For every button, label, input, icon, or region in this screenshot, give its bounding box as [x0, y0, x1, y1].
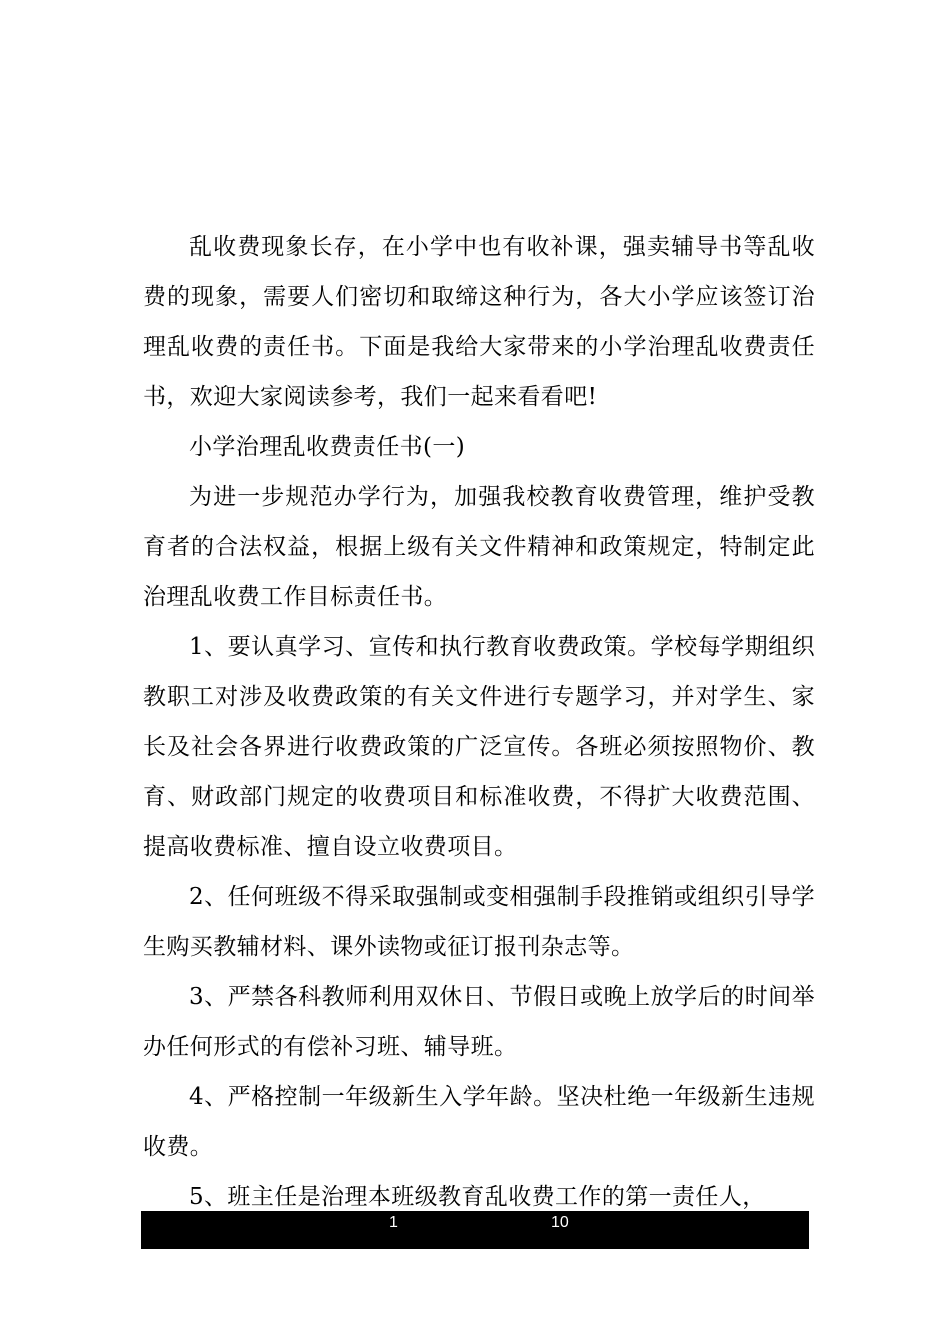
preamble-paragraph: 为进一步规范办学行为，加强我校教育收费管理，维护受教育者的合法权益，根据上级有关文件精神和政策规定，特制定此治理乱收费工作目标责任书。: [143, 484, 815, 610]
total-page-count: 10: [551, 1214, 569, 1231]
clause-3-paragraph: 3、严禁各科教师利用双休日、节假日或晚上放学后的时间举办任何形式的有偿补习班、辅导班。: [143, 984, 815, 1060]
clause-1-paragraph: 1、要认真学习、宣传和执行教育收费政策。学校每学期组织教职工对涉及收费政策的有关文件进行专题学习，并对学生、家长及社会各界进行收费政策的广泛宣传。各班必须按照物价、教育、财政部门规定的收费项目和标准收费，不得扩大收费范围、提高收费标准、擅自设立收费项目。: [143, 634, 815, 860]
page-footer-bar: [141, 1211, 809, 1249]
current-page-number: 1: [389, 1214, 398, 1231]
intro-paragraph: 乱收费现象长存，在小学中也有收补课，强卖辅导书等乱收费的现象，需要人们密切和取缔这种行为，各大小学应该签订治理乱收费的责任书。下面是我给大家带来的小学治理乱收费责任书，欢迎大家阅读参考，我们一起来看看吧!: [143, 234, 815, 410]
clause-2-paragraph: 2、任何班级不得采取强制或变相强制手段推销或组织引导学生购买教辅材料、课外读物或征订报刊杂志等。: [143, 884, 815, 960]
clause-4-paragraph: 4、严格控制一年级新生入学年龄。坚决杜绝一年级新生违规收费。: [143, 1084, 815, 1160]
clause-5-paragraph: 5、班主任是治理本班级教育乱收费工作的第一责任人，: [189, 1184, 766, 1210]
document-body: [143, 222, 815, 1222]
section-heading: 小学治理乱收费责任书(一): [189, 434, 466, 460]
